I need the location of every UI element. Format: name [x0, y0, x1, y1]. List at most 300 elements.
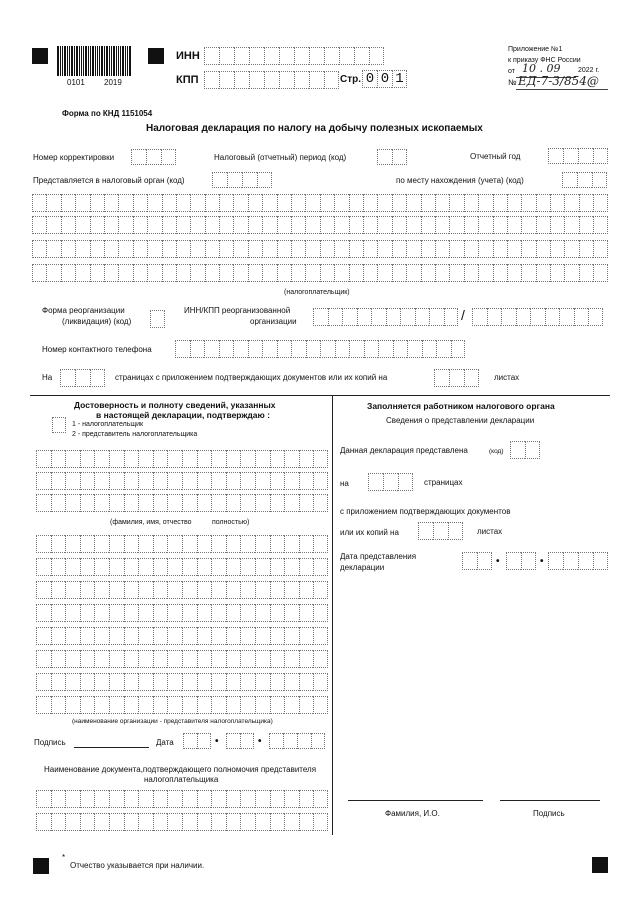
input-cell[interactable] — [284, 450, 299, 468]
input-cell[interactable] — [61, 216, 75, 234]
input-cell[interactable] — [248, 194, 262, 212]
input-cell[interactable] — [279, 71, 294, 89]
input-cell[interactable] — [521, 264, 535, 282]
input-cell[interactable] — [264, 71, 279, 89]
input-cell[interactable] — [109, 650, 124, 668]
input-cell[interactable] — [124, 494, 139, 512]
input-cell[interactable] — [593, 552, 608, 570]
input-cell[interactable] — [233, 340, 248, 358]
input-cell[interactable] — [51, 813, 66, 831]
input-cell[interactable] — [153, 627, 168, 645]
doc-row-2[interactable] — [36, 813, 328, 831]
input-cell[interactable] — [138, 450, 153, 468]
input-cell[interactable] — [311, 733, 325, 749]
input-cell[interactable] — [564, 240, 578, 258]
input-cell[interactable] — [75, 194, 89, 212]
input-cell[interactable] — [313, 604, 328, 622]
input-cell[interactable] — [162, 194, 176, 212]
input-cell[interactable] — [32, 216, 46, 234]
input-cell[interactable] — [364, 340, 379, 358]
input-cell[interactable] — [563, 148, 578, 164]
input-cell[interactable] — [131, 149, 146, 165]
input-cell[interactable] — [313, 535, 328, 553]
input-cell[interactable] — [80, 673, 95, 691]
input-cell[interactable] — [176, 194, 190, 212]
input-cell[interactable] — [335, 340, 350, 358]
input-cell[interactable] — [548, 552, 563, 570]
input-cell[interactable] — [153, 604, 168, 622]
input-cell[interactable] — [153, 494, 168, 512]
input-cell[interactable] — [284, 558, 299, 576]
input-cell[interactable] — [248, 240, 262, 258]
input-cell[interactable] — [138, 494, 153, 512]
input-cell[interactable] — [530, 308, 545, 326]
input-cell[interactable] — [226, 494, 241, 512]
input-cell[interactable] — [153, 535, 168, 553]
input-cell[interactable] — [334, 240, 348, 258]
input-cell[interactable] — [593, 216, 607, 234]
input-cell[interactable] — [161, 149, 176, 165]
org-row-2[interactable] — [36, 558, 328, 576]
input-cell[interactable] — [248, 216, 262, 234]
input-cell[interactable] — [313, 581, 328, 599]
input-cell[interactable] — [339, 47, 354, 65]
input-cell[interactable] — [234, 47, 249, 65]
input-cell[interactable] — [536, 216, 550, 234]
input-cell[interactable] — [212, 172, 227, 188]
fio-row-2[interactable] — [36, 472, 328, 490]
input-cell[interactable] — [211, 790, 226, 808]
input-cell[interactable] — [90, 216, 104, 234]
input-cell[interactable] — [219, 71, 234, 89]
input-cell[interactable] — [226, 472, 241, 490]
input-cell[interactable] — [109, 604, 124, 622]
input-cell[interactable] — [138, 696, 153, 714]
input-cell[interactable] — [564, 264, 578, 282]
input-cell[interactable] — [51, 581, 66, 599]
input-cell[interactable] — [46, 264, 60, 282]
input-cell[interactable] — [234, 71, 249, 89]
input-cell[interactable] — [147, 264, 161, 282]
input-cell[interactable] — [578, 148, 593, 164]
input-cell[interactable] — [182, 581, 197, 599]
input-cell[interactable] — [299, 604, 314, 622]
input-cell[interactable] — [305, 216, 319, 234]
input-cell[interactable] — [32, 264, 46, 282]
input-cell[interactable] — [153, 696, 168, 714]
input-cell[interactable] — [392, 264, 406, 282]
input-cell[interactable] — [320, 340, 335, 358]
input-cell[interactable] — [182, 604, 197, 622]
input-cell[interactable] — [299, 535, 314, 553]
input-cell[interactable] — [464, 194, 478, 212]
taxpayer-row-3[interactable] — [32, 240, 608, 258]
input-cell[interactable] — [162, 216, 176, 234]
input-cell[interactable] — [109, 450, 124, 468]
input-cell[interactable] — [363, 216, 377, 234]
input-cell[interactable] — [299, 790, 314, 808]
input-cell[interactable] — [279, 47, 294, 65]
input-cell[interactable] — [167, 790, 182, 808]
page-number-field[interactable] — [362, 70, 407, 88]
input-cell[interactable] — [240, 627, 255, 645]
input-cell[interactable] — [472, 308, 487, 326]
input-cell[interactable] — [233, 216, 247, 234]
input-cell[interactable] — [51, 673, 66, 691]
input-cell[interactable] — [248, 264, 262, 282]
date-day-field[interactable] — [183, 733, 211, 749]
input-cell[interactable] — [240, 450, 255, 468]
input-cell[interactable] — [205, 264, 219, 282]
input-cell[interactable] — [61, 240, 75, 258]
input-cell[interactable] — [294, 47, 309, 65]
input-cell[interactable] — [363, 264, 377, 282]
input-cell[interactable] — [392, 194, 406, 212]
input-cell[interactable] — [124, 696, 139, 714]
input-cell[interactable] — [255, 494, 270, 512]
input-cell[interactable] — [406, 240, 420, 258]
input-cell[interactable] — [593, 240, 607, 258]
kpp-field[interactable] — [204, 71, 339, 89]
input-cell[interactable] — [162, 264, 176, 282]
input-cell[interactable] — [299, 472, 314, 490]
input-cell[interactable] — [109, 581, 124, 599]
input-cell[interactable] — [175, 340, 190, 358]
input-cell[interactable] — [464, 264, 478, 282]
input-cell[interactable] — [176, 240, 190, 258]
input-cell[interactable] — [255, 450, 270, 468]
input-cell[interactable] — [36, 673, 51, 691]
doc-row-1[interactable] — [36, 790, 328, 808]
input-cell[interactable] — [521, 194, 535, 212]
input-cell[interactable] — [421, 264, 435, 282]
input-cell[interactable] — [313, 790, 328, 808]
input-cell[interactable] — [197, 494, 212, 512]
input-cell[interactable] — [262, 194, 276, 212]
input-cell[interactable] — [219, 47, 234, 65]
input-cell[interactable] — [415, 308, 430, 326]
input-cell[interactable] — [94, 790, 109, 808]
input-cell[interactable] — [109, 494, 124, 512]
right-pages-field[interactable] — [368, 473, 413, 491]
taxpayer-row-4[interactable] — [32, 264, 608, 282]
input-cell[interactable] — [579, 216, 593, 234]
input-cell[interactable] — [255, 650, 270, 668]
input-cell[interactable] — [211, 535, 226, 553]
input-cell[interactable] — [313, 650, 328, 668]
input-cell[interactable] — [65, 450, 80, 468]
input-cell[interactable] — [61, 194, 75, 212]
input-cell[interactable] — [521, 240, 535, 258]
input-cell[interactable] — [291, 340, 306, 358]
input-cell[interactable] — [478, 216, 492, 234]
input-cell[interactable] — [363, 240, 377, 258]
input-cell[interactable] — [167, 472, 182, 490]
input-cell[interactable] — [270, 558, 285, 576]
reorg-field[interactable] — [150, 310, 165, 328]
input-cell[interactable] — [233, 240, 247, 258]
input-cell[interactable] — [65, 650, 80, 668]
input-cell[interactable] — [506, 552, 521, 570]
input-cell[interactable] — [104, 194, 118, 212]
input-cell[interactable] — [233, 264, 247, 282]
input-cell[interactable] — [204, 71, 219, 89]
input-cell[interactable] — [291, 240, 305, 258]
input-cell[interactable] — [138, 627, 153, 645]
input-cell[interactable] — [226, 813, 241, 831]
input-cell[interactable] — [167, 581, 182, 599]
input-cell[interactable] — [124, 472, 139, 490]
input-cell[interactable] — [299, 558, 314, 576]
confirmer-code-field[interactable] — [52, 417, 66, 433]
input-cell[interactable] — [94, 813, 109, 831]
input-cell[interactable] — [377, 194, 391, 212]
input-cell[interactable] — [536, 240, 550, 258]
input-cell[interactable] — [75, 264, 89, 282]
input-cell[interactable] — [182, 535, 197, 553]
input-cell[interactable] — [182, 813, 197, 831]
input-cell[interactable] — [204, 47, 219, 65]
input-cell[interactable] — [349, 264, 363, 282]
input-cell[interactable] — [94, 581, 109, 599]
input-cell[interactable] — [320, 194, 334, 212]
input-cell[interactable] — [550, 264, 564, 282]
input-cell[interactable] — [578, 552, 593, 570]
input-cell[interactable] — [434, 369, 449, 387]
input-cell[interactable] — [545, 308, 560, 326]
input-cell[interactable] — [477, 552, 492, 570]
input-cell[interactable] — [262, 340, 277, 358]
input-cell[interactable] — [334, 194, 348, 212]
input-cell[interactable] — [94, 673, 109, 691]
input-cell[interactable] — [109, 790, 124, 808]
input-cell[interactable] — [182, 673, 197, 691]
input-cell[interactable] — [118, 240, 132, 258]
input-cell[interactable] — [313, 494, 328, 512]
input-cell[interactable] — [255, 558, 270, 576]
input-cell[interactable] — [94, 696, 109, 714]
input-cell[interactable] — [435, 264, 449, 282]
input-cell[interactable] — [487, 308, 502, 326]
input-cell[interactable] — [153, 581, 168, 599]
input-cell[interactable] — [299, 696, 314, 714]
input-cell[interactable] — [36, 581, 51, 599]
input-cell[interactable] — [65, 790, 80, 808]
input-cell[interactable] — [65, 627, 80, 645]
input-cell[interactable] — [297, 733, 311, 749]
input-cell[interactable] — [75, 369, 90, 387]
input-cell[interactable] — [36, 627, 51, 645]
input-cell[interactable] — [65, 558, 80, 576]
input-cell[interactable] — [51, 450, 66, 468]
input-cell[interactable] — [133, 240, 147, 258]
input-cell[interactable] — [109, 696, 124, 714]
input-cell[interactable] — [270, 813, 285, 831]
input-cell[interactable] — [255, 627, 270, 645]
input-cell[interactable] — [197, 472, 212, 490]
input-cell[interactable] — [270, 450, 285, 468]
input-cell[interactable] — [277, 194, 291, 212]
input-cell[interactable] — [270, 696, 285, 714]
input-cell[interactable] — [299, 494, 314, 512]
input-cell[interactable] — [421, 194, 435, 212]
taxpayer-row-2[interactable] — [32, 216, 608, 234]
input-cell[interactable] — [493, 216, 507, 234]
input-cell[interactable] — [197, 450, 212, 468]
input-cell[interactable] — [32, 194, 46, 212]
input-cell[interactable] — [493, 194, 507, 212]
input-cell[interactable] — [262, 216, 276, 234]
input-cell[interactable] — [406, 216, 420, 234]
input-cell[interactable] — [334, 264, 348, 282]
input-cell[interactable] — [51, 535, 66, 553]
input-cell[interactable] — [299, 450, 314, 468]
input-cell[interactable] — [182, 472, 197, 490]
input-cell[interactable] — [305, 194, 319, 212]
input-cell[interactable] — [124, 581, 139, 599]
input-cell[interactable] — [562, 172, 577, 188]
input-cell[interactable] — [226, 733, 240, 749]
input-cell[interactable] — [90, 369, 105, 387]
input-cell[interactable] — [190, 340, 205, 358]
input-cell[interactable] — [592, 172, 607, 188]
input-cell[interactable] — [211, 650, 226, 668]
input-cell[interactable] — [226, 790, 241, 808]
input-cell[interactable] — [36, 494, 51, 512]
input-cell[interactable] — [80, 813, 95, 831]
input-cell[interactable] — [240, 733, 254, 749]
input-cell[interactable] — [507, 216, 521, 234]
input-cell[interactable] — [167, 673, 182, 691]
input-cell[interactable] — [46, 240, 60, 258]
input-cell[interactable] — [211, 673, 226, 691]
input-cell[interactable] — [138, 790, 153, 808]
input-cell[interactable] — [227, 172, 242, 188]
input-cell[interactable] — [109, 535, 124, 553]
input-cell[interactable]: 0 — [362, 70, 377, 88]
input-cell[interactable] — [150, 310, 165, 328]
date-month-field[interactable] — [226, 733, 254, 749]
input-cell[interactable] — [313, 696, 328, 714]
input-cell[interactable] — [478, 194, 492, 212]
input-cell[interactable] — [197, 790, 212, 808]
input-cell[interactable] — [233, 194, 247, 212]
input-cell[interactable] — [211, 696, 226, 714]
input-cell[interactable] — [167, 604, 182, 622]
input-cell[interactable] — [138, 813, 153, 831]
input-cell[interactable] — [36, 472, 51, 490]
input-cell[interactable] — [197, 535, 212, 553]
input-cell[interactable] — [354, 47, 369, 65]
input-cell[interactable] — [320, 264, 334, 282]
input-cell[interactable] — [255, 604, 270, 622]
input-cell[interactable] — [305, 264, 319, 282]
input-cell[interactable] — [124, 627, 139, 645]
input-cell[interactable] — [255, 696, 270, 714]
input-cell[interactable] — [80, 494, 95, 512]
input-cell[interactable] — [320, 240, 334, 258]
input-cell[interactable] — [299, 650, 314, 668]
input-cell[interactable] — [153, 450, 168, 468]
input-cell[interactable] — [80, 581, 95, 599]
input-cell[interactable] — [197, 558, 212, 576]
input-cell[interactable] — [124, 813, 139, 831]
input-cell[interactable] — [182, 558, 197, 576]
input-cell[interactable] — [579, 264, 593, 282]
input-cell[interactable] — [138, 558, 153, 576]
input-cell[interactable] — [478, 240, 492, 258]
signature-line[interactable] — [74, 747, 149, 748]
sheets-count-field[interactable] — [434, 369, 479, 387]
input-cell[interactable] — [324, 71, 339, 89]
input-cell[interactable] — [153, 813, 168, 831]
input-cell[interactable] — [449, 194, 463, 212]
input-cell[interactable] — [418, 522, 433, 540]
input-cell[interactable] — [536, 264, 550, 282]
input-cell[interactable] — [36, 450, 51, 468]
input-cell[interactable] — [444, 308, 459, 326]
input-cell[interactable] — [182, 650, 197, 668]
input-cell[interactable] — [449, 369, 464, 387]
input-cell[interactable] — [124, 790, 139, 808]
inn-field[interactable] — [204, 47, 384, 65]
input-cell[interactable] — [146, 149, 161, 165]
input-cell[interactable] — [349, 340, 364, 358]
input-cell[interactable] — [124, 535, 139, 553]
input-cell[interactable] — [270, 604, 285, 622]
input-cell[interactable] — [153, 673, 168, 691]
fio-row-3[interactable] — [36, 494, 328, 512]
input-cell[interactable]: 1 — [392, 70, 407, 88]
input-cell[interactable] — [349, 194, 363, 212]
input-cell[interactable] — [291, 216, 305, 234]
input-cell[interactable] — [407, 340, 422, 358]
input-cell[interactable] — [36, 604, 51, 622]
org-row-3[interactable] — [36, 581, 328, 599]
year-field[interactable] — [548, 148, 608, 164]
input-cell[interactable] — [211, 494, 226, 512]
input-cell[interactable] — [270, 650, 285, 668]
input-cell[interactable] — [94, 535, 109, 553]
input-cell[interactable] — [516, 308, 531, 326]
period-field[interactable] — [377, 149, 407, 165]
input-cell[interactable] — [240, 790, 255, 808]
input-cell[interactable] — [284, 535, 299, 553]
input-cell[interactable] — [579, 240, 593, 258]
input-cell[interactable] — [249, 47, 264, 65]
right-sign-line[interactable] — [500, 800, 600, 801]
input-cell[interactable] — [240, 696, 255, 714]
input-cell[interactable] — [240, 535, 255, 553]
input-cell[interactable] — [507, 240, 521, 258]
input-cell[interactable] — [593, 264, 607, 282]
input-cell[interactable] — [284, 604, 299, 622]
input-cell[interactable] — [118, 216, 132, 234]
input-cell[interactable] — [211, 604, 226, 622]
input-cell[interactable] — [392, 149, 407, 165]
input-cell[interactable] — [182, 494, 197, 512]
input-cell[interactable] — [579, 194, 593, 212]
input-cell[interactable] — [525, 441, 540, 459]
org-row-8[interactable] — [36, 696, 328, 714]
input-cell[interactable] — [255, 790, 270, 808]
input-cell[interactable] — [80, 535, 95, 553]
location-field[interactable] — [562, 172, 607, 188]
input-cell[interactable] — [363, 194, 377, 212]
input-cell[interactable] — [60, 369, 75, 387]
input-cell[interactable] — [284, 472, 299, 490]
input-cell[interactable] — [226, 535, 241, 553]
